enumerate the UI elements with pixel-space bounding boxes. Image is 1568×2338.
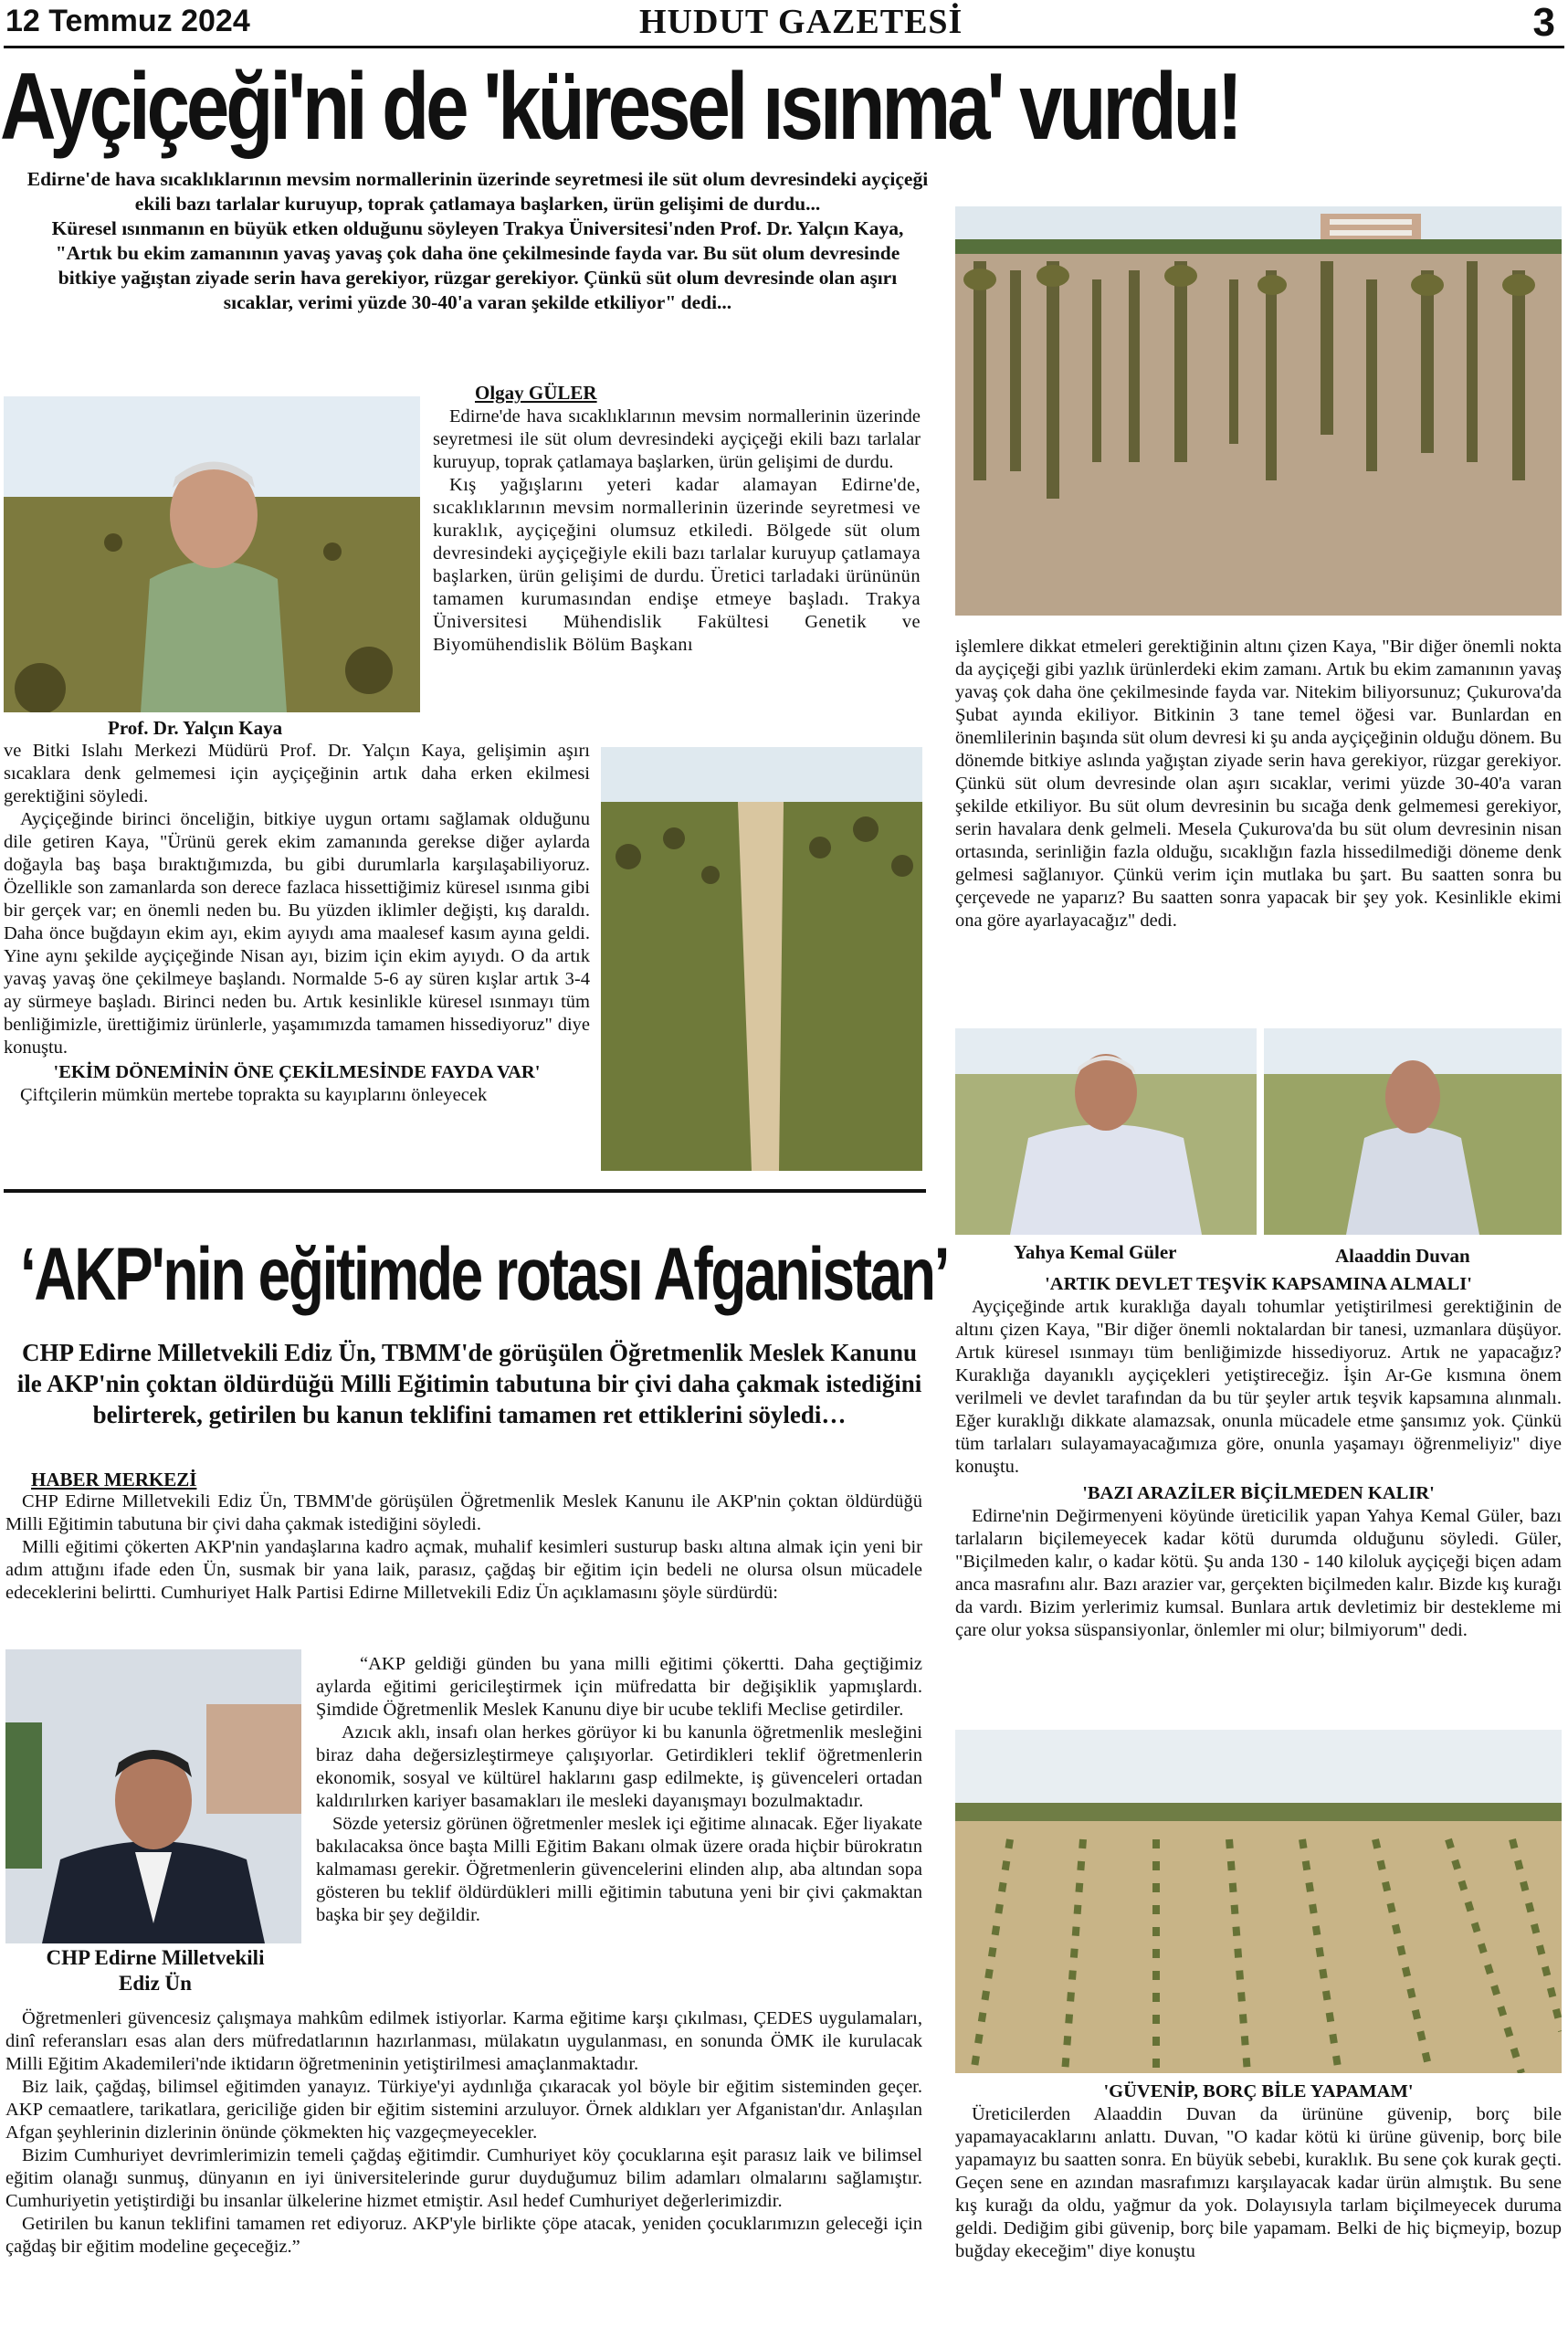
body-paragraph: “AKP geldiği günden bu yana milli eğitimi çökertti. Daha geçtiğimiz aylarda eğitimi gericileştirmek için müfredatta bir değişiklik yapmışlardı. Şimdide Öğretmenlik Meslek Kanunu diye bir ucube teklifi Meclise getirdiler.: [316, 1654, 922, 1720]
caption-duvan: Alaaddin Duvan: [1335, 1245, 1470, 1267]
body-paragraph: Üreticilerden Alaaddin Duvan da ürününe güvenip, borç bile yapamayacaklarını anlattı. Duvan, "O kadar kötü ki ürüne güvenip, borç bile yapamayız bu saatten sonra. En büyük sebebi, kuraklık. Bu sene çok kurak geçti. Geçen sene en azından masrafımızı karşılayacak kadar ürün almıştık. Bu sene kış kurağı da oldu, yağmur da yok. Dolayısıyla tarlam biçilmeyecek duruma geldi. Dediğim gibi güvenip, borç bile yapamam. Belki de hiç biçmeyip, bozup buğday ekeceğim" diye konuştu: [955, 2104, 1562, 2261]
issue-date: 12 Temmuz 2024: [5, 4, 250, 38]
article2-lead: CHP Edirne Milletvekili Ediz Ün, TBMM'de görüşülen Öğretmenlik Meslek Kanunu ile AKP'nin çoktan öldürdüğü Milli Eğitimin tabutuna bir çivi daha çakmak istediğini belirterek, getirilen bu kanun teklifini tamamen ret ettiklerini söyledi…: [16, 1339, 922, 1428]
newspaper-name: HUDUT GAZETESİ: [639, 3, 963, 41]
body-paragraph: Azıcık aklı, insafı olan herkes görüyor ki bu kanunla öğretmenlik mesleğini biraz daha değersizleştirmeye çalışıyorlar. Getirdikleri teklif öğretmenlerin ekonomik, sosyal ve kültürel haklarını gasp edilmekte, iş güvenceleri ortadan kaldırılırken kariyer basamakları ile mesleki dayanışmayı bozulmaktadır.: [316, 1722, 922, 1811]
body-paragraph: Bizim Cumhuriyet devrimlerimizin temeli çağdaş eğitimdir. Cumhuriyet köy çocuklarına eşit parasız laik ve bilimsel eğitim olanağı sunmuş, dünyanın en iyi üniversitelerinde gurur duyduğumuz bilim adamları olmalarını sağlamıştır. Cumhuriyetin yetiştirdiği bu insanlar ülkelerine hizmet etmiştir. Asıl hedef Cumhuriyet değerlerimizdir.: [5, 2145, 922, 2211]
subheading-araziler: 'BAZI ARAZİLER BİÇİLMEDEN KALIR': [1082, 1483, 1435, 1503]
photo-yahya-kemal-guler: [955, 1028, 1257, 1235]
page-number: 3: [1532, 0, 1555, 45]
body-paragraph: ve Bitki Islahı Merkezi Müdürü Prof. Dr. Yalçın Kaya, gelişimin aşırı sıcaklara denk gelmemesi için ayçiçeğinin artık daha erken ekilmesi gerektiğini söyledi.: [4, 741, 590, 806]
header-rule: [4, 46, 1564, 48]
body-paragraph: Edirne'nin Değirmenyeni köyünde üreticilik yapan Yahya Kemal Güler, bazı tarlaların biçilemeyecek kadar kötü durumda olduğunu söyledi. Güler, "Biçilmeden kalır, o kadar kötü. Şu anda 130 - 140 kiloluk ayçiçeği biçen adam anca masrafını alır. Bazı arazier var, gerçekten biçilmeden kalır. Bizde kış kurağı da vardı. Bizim yerlerimiz kumsal. Bunlara artık devletimiz bir destekleme mi çare olur yoksa süspansiyonlar, önlemler mi olur; bilmiyorum" dedi.: [955, 1506, 1562, 1640]
subheading-tesvik: 'ARTIK DEVLET TEŞVİK KAPSAMINA ALMALI': [1045, 1274, 1472, 1294]
body-paragraph: Ayçiçeğinde artık kuraklığa dayalı tohumlar yetiştirilmesi gerektiğinin de altını çizen Kaya, "Bir diğer önemli noktalardan bir tanesi, uzmanlara düşüyor. Artık küresel ısınmayı tüm benliğimizde hissediyoruz. Artık ne yapacağız? Kuraklığa dayanıklı ayçiçekleri yetiştireceğiz. İşin Ar-Ge kısmına önem verilmeli ve devlet tarafından da bu tür şeyler artık teşvik kapsamına alınmalı. Eğer kuraklığı dikkate alamazsak, onunla mücadele etme şansımız yok. Çünkü tüm tarlaları sulayamayacağımıza göre, onunla yaşamayı öğrenmeliyiz" diye konuştu.: [955, 1297, 1562, 1477]
article1-col3-lower: [955, 1273, 1562, 1642]
subheading-guvenip: 'GÜVENİP, BORÇ BİLE YAPAMAM': [1103, 2081, 1414, 2101]
photo-alaaddin-duvan: [1264, 1028, 1562, 1235]
article2-byline: HABER MERKEZİ: [31, 1469, 197, 1490]
caption-guler: Yahya Kemal Güler: [1014, 1241, 1177, 1263]
photo-sunflower-rows: [601, 747, 922, 1171]
body-paragraph: Öğretmenleri güvencesiz çalışmaya mahkûm edilmek istiyorlar. Karma eğitime karşı çıkılması, ÇEDES uygulamaları, dinî referansları esas alan ders müfredatlarının hazırlanması, mülakatın uygulanması, en sonunda ÖMK ile kurulacak Milli Eğitim Akademileri'nde iktidarın öğretmeninin yetiştirilmesi amaçlanmaktadır.: [5, 2008, 922, 2074]
article2-headline: ‘AKP'nin eğitimde rotası Afganistan’: [20, 1233, 949, 1316]
caption-kaya: Prof. Dr. Yalçın Kaya: [108, 717, 283, 739]
photo-young-sunflower-field: [955, 1730, 1562, 2073]
article1-col3-bottom: [955, 2080, 1562, 2263]
lead-paragraph: Edirne'de hava sıcaklıklarının mevsim normallerinin üzerinde seyretmesi ile süt olum devresindeki ayçiçeği ekili bazı tarlalar kuruyup, toprak çatlamaya başlarken, ürün gelişimi de durdu...: [26, 168, 929, 215]
article2-closing: [5, 2007, 922, 2259]
section-divider: [4, 1189, 926, 1193]
body-paragraph: işlemlere dikkat etmeleri gerektiğinin altını çizen Kaya, "Bir diğer önemli nokta da ayçiçeği gibi yazlık ürünlerdeki ekim zamanı. Artık bu ekim zamanının yavaş yavaş çok daha öne çekilmesinde fayda var. Nitekim biliyorsunuz; Çukurova'da Şubat ayında ekiliyor. Bitkinin 3 tane temel öğesi var. Bunlardan en önemlilerinin başında süt olum devresi ki şu anda ayçiçeğinin olduğu dönem. Bu dönemde bitkiye aslında yağıştan ziyade serin hava gerekiyor, rüzgar gerekiyor. Çünkü süt olum devresinde olan aşırı sıcaklar, verimi yüzde 30-40'a varan şekilde etkiliyor. Bu süt olum devresinin bu sıcağa denk gelmemesi gerekiyor, serin havalara denk gelmeli. Mesela Çukurova'da bu süt olum devresinin nisan ortasında, serinliğin fazla olduğu, sıcaklığın fazla hissedilmediği döneme denk gelmesi sağlanıyor. Çünkü verim için mutlaka bu şart. Bu saatten sonra bu çerçevede ne yaparız? Bu saatten sonra yapacak bir şey yok. Kesinlikle ekimi ona göre ayarlayacağız" dedi.: [955, 637, 1562, 931]
article1-lead: [26, 167, 930, 315]
photo-dry-sunflower-field: [955, 206, 1562, 616]
article1-headline: Ayçiçeği'ni de 'küresel ısınma' vurdu!: [0, 54, 1239, 160]
body-paragraph: Sözde yetersiz görünen öğretmenler meslek içi eğitime alınacak. Eğer liyakate bakılacaksa önce başta Milli Eğitim Bakanı olmak üzere orada hiçbir bürokratın kalmaması gerekir. Öğretmenlerin güvencelerini elinden alıp, aba altından sopa gösteren bu teklif öldürdükleri milli eğitimin tabutuna yeni bir çivi çakmaktan başka bir şey değildir.: [316, 1814, 922, 1925]
photo-prof-kaya: [4, 396, 420, 712]
photo-ediz-un: [5, 1649, 301, 1943]
article2-intro: [5, 1490, 922, 1605]
article2-quote: [316, 1653, 922, 1927]
article1-col1: [4, 740, 590, 1107]
article1-byline: Olgay GÜLER: [475, 382, 597, 404]
body-paragraph: Biz laik, çağdaş, bilimsel eğitimden yanayız. Türkiye'yi aydınlığa çıkaracak yol böyle bir eğitim sisteminden geçer. AKP cemaatlere, tarikatlara, gericiliğe giden bir eğitim sistemini arzuluyor. Örnek aldıkları yer Afganistan'dır. Anlaşılan Afgan şeyhlerinin dizlerinin önünde çökmekten hiç vazgeçmeyecekler.: [5, 2077, 922, 2143]
body-paragraph: CHP Edirne Milletvekili Ediz Ün, TBMM'de görüşülen Öğretmenlik Meslek Kanunu ile AKP'nin çoktan öldürdüğü Milli Eğitimin tabutuna bir çivi daha çakmak istediğini söyledi.: [5, 1491, 922, 1534]
body-paragraph: Edirne'de hava sıcaklıklarının mevsim normallerinin üzerinde seyretmesi ile süt olum devresindeki ayçiçeği ekili bazı tarlalar kuruyup, toprak çatlamaya başlarken, ürün gelişimi de durdu.: [433, 406, 921, 472]
body-paragraph: Milli eğitimi çökerten AKP'nin yandaşlarına kadro açmak, muhalif kesimleri susturup baskı altına almak için yeni bir adım attığını ifade eden Ün, susmak bir yana laik, parasız, çağdaş bir eğitim için bedeli ne olursa olsun mücadele edeceklerini belirtti. Cumhuriyet Halk Partisi Edirne Milletvekili Ediz Ün açıklamasını şöyle sürdürdü:: [5, 1537, 922, 1603]
body-paragraph: Kış yağışlarını yeteri kadar alamayan Edirne'de, sıcaklıklarının mevsim normallerinin üzerinde seyretmesi ve kuraklık, ayçiçeğini olumsuz etkiledi. Bölgede süt olum devresindeki ayçiçeğiyle ekili bazı tarlalar kuruyup çatlamaya başlarken, ürün gelişimi de durdu. Üretici tarladaki ürününün tamamen kurumasından endişe etmeye başladı. Trakya Üniversitesi Mühendislik Fakültesi Genetik ve Biyomühendislik Bölüm Başkanı: [433, 475, 921, 655]
lead-paragraph: Küresel ısınmanın en büyük etken olduğunu söyleyen Trakya Üniversitesi'nden Prof. Dr. Yalçın Kaya, "Artık bu ekim zamanının yavaş yavaş çok daha öne çekilmesinde fayda var. Bu süt olum devresinde bitkiye yağıştan ziyade serin hava gerekiyor, rüzgar gerekiyor. Çünkü süt olum devresinde olan aşırı sıcaklar, verimi yüzde 30-40'a varan şekilde etkiliyor" dedi...: [51, 217, 904, 313]
body-paragraph: Ayçiçeğinde birinci önceliğin, bitkiye uygun ortamı sağlamak olduğunu dile getiren Kaya, "Ürünü gerek ekim zamanında gerekse diğer aylarda doğayla baş başa bıraktığımızda, bu gibi durumlarla karşılaşabiliyoruz. Özellikle son zamanlarda son derece fazlaca hissettiğimiz küresel ısınma gibi bir gerçek var; en önemli neden bu. Bu yüzden iklimler değişti, kış daraldı. Daha önce buğdayın ekim ayı, ekim ayıydı ama maalesef kasım ayına geldi. Yine aynı şekilde ayçiçeğinde Nisan ayı, bizim için ekim ayıydı. O da artık yavaş yavaş öne çekilmeye başlandı. Normalde 5-6 ay süren kışlar artık 3-4 ay sürmeye başladı. Birinci neden bu. Artık kesinlikle küresel ısınmayı tüm benliğimizle, ürettiğimiz ürünlerle, yaşamımızda tamamen hissediyoruz" diye konuştu.: [4, 809, 590, 1058]
caption-ediz-un: CHP Edirne Milletvekili Ediz Ün: [46, 1946, 265, 1995]
article1-col3: [955, 636, 1562, 932]
subheading-ekim: 'EKİM DÖNEMİNİN ÖNE ÇEKİLMESİNDE FAYDA VAR': [53, 1062, 541, 1082]
body-paragraph: Çiftçilerin mümkün mertebe toprakta su kayıplarını önleyecek: [20, 1085, 488, 1105]
article1-col2: [433, 405, 921, 657]
body-paragraph: Getirilen bu kanun teklifini tamamen ret ediyoruz. AKP'yle birlikte çöpe atacak, yeniden çocuklarımızın geleceği için çağdaş bir eğitim modeline geçeceğiz.”: [5, 2214, 922, 2257]
